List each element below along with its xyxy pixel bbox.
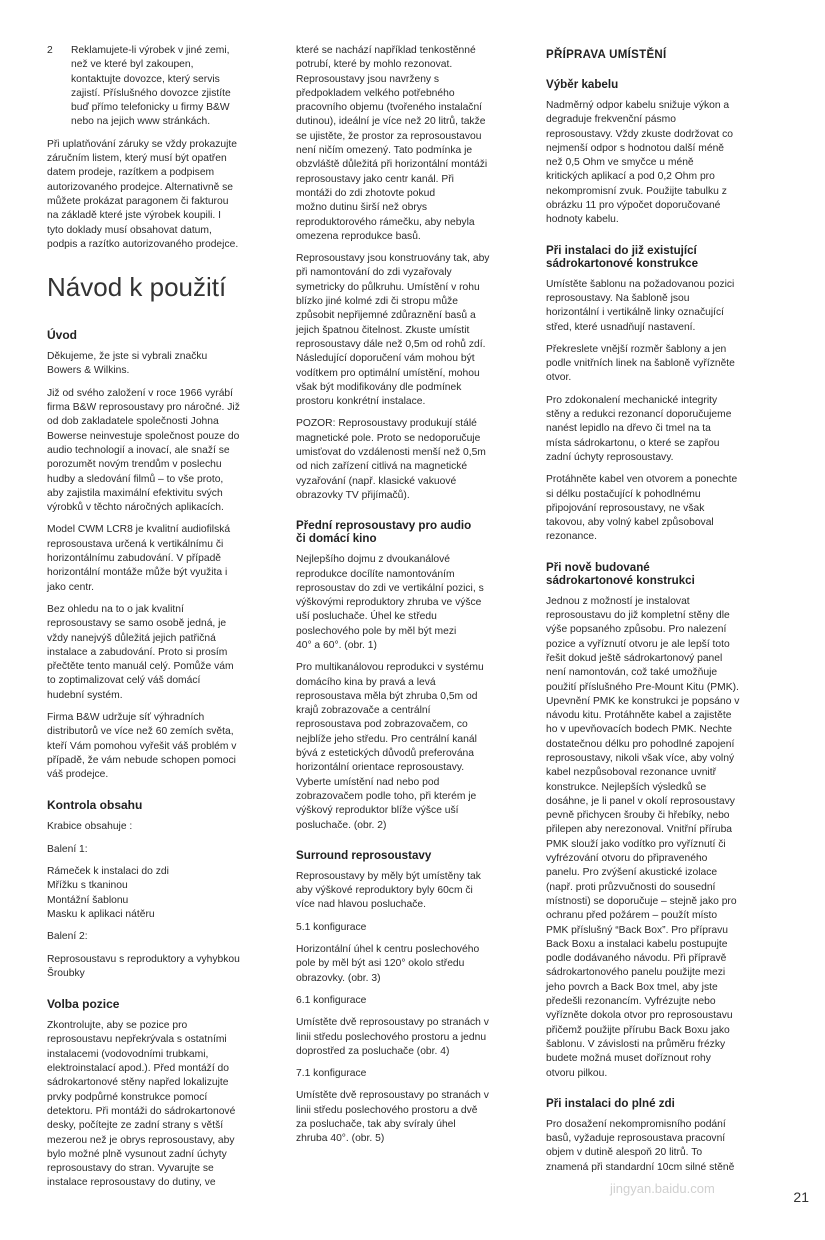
paragraph: Krabice obsahuje : — [47, 821, 133, 833]
section-heading-vyber: Výběr kabelu — [546, 78, 619, 91]
watermark: jingyan.baidu.com — [610, 1181, 715, 1196]
paragraph: 7.1 konfigurace — [296, 1068, 367, 1080]
paragraph: Zkontrolujte, aby se pozice pro reprosoustavu nepřekrývala s ostatními instalacemi (vodovodními trubkami, elektroinstalací apod.). Před montáží do sádrokartonové stěny napřed lokalizujte prvky podpůrné konstrukce pomocí detektoru. Při montáži do sádrokartonové desky, počítejte ze zadní strany s větší mezerou než je obrys reprosoustavy, aby bylo možné plně vysunout zadní úchyty reprosoustavy do stran. Vyvarujte se instalace reprosoustavy do dutiny, ve — [47, 1020, 236, 1189]
paragraph: POZOR: Reprosoustavy produkují stálé magnetické pole. Proto se nedoporučuje umisťovat do vzdálenosti menší než 0,5m od nich zařízení citlivá na magnetické vyzařování (např. klasické vakuové obrazovky TV přijímačů). — [296, 418, 486, 501]
paragraph: Jednou z možností je instalovat reprosoustavu do již kompletní stěny dle výše popsaného způsobu. Pro nalezení pozice a vyříznutí otvoru je ale lepší toto řešit dokud ještě sádrokartonový panel není namontován, což také umožňuje použití příslušného Pre-Mount Kitu (PMK). Upevnění PMK ke konstrukci je popsáno v návodu kitu. Protáhněte kabel a zajistěte ho v upevňovacích bodech PMK. Nechte dostatečnou délku pro pohodlné zapojení reprosoustavy, nikoli však více, aby volný kabel nezpůsoboval rezonance uvnitř konstrukce. Nejlepších výsledků se dosáhne, je li panel v okolí reprosoustavy pevně přichycen šrouby či hřebíky, nebo přilepen aby nerezonoval. Vnitřní příruba PMK slouží jako vodítko pro vyříznutí či vyfrézování otvoru do připraveného panelu. Pro zvýšení akustické izolace (např. proti průzvučnosti do sousední místnosti) se doporučuje – stejně jako pro ochranu před požárem – použít místo PMK příslušný “Back Box”. Pro přípravu Back Boxu a instalaci kabelu postupujte podle dodávaného návodu. Při přípravě sádrokartonového panelu použijte mezi jeho povrch a Back Box tmel, aby jste předešli rezonancím. Vyfrézujte nebo vyřízněte dokola otvor pro reprosoustavu přičemž použijte přírubu Back Boxu jako šablonu. V závislosti na průměru frézky budete možná muset doříznout rohy otvoru pilkou. — [546, 595, 740, 1079]
section-heading-priprava: PŘÍPRAVA UMÍSTĚNÍ — [546, 49, 667, 61]
paragraph: Pro multikanálovou reprodukci v systému domácího kina by pravá a levá reprosoustava měla být zhruba 0,5m od krajů zobrazovače a centrální reprosoustava pod zobrazovačem, co nejblíže jeho středu. Pro centrální kanál bývá z estetických důvodů preferována horizontální orientace reprosoustavy. Vyberte umístění nad nebo pod zobrazovačem podle toho, při kterém je výškový reproduktor blíže výšce uší posluchače. (obr. 2) — [296, 662, 484, 831]
list-item-text: Reklamujete-li výrobek v jiné zemi, než ve které byl zakoupen, kontaktujte dovozce, který servis zajistí. Příslušného dovozce zjistíte buď přímo telefonicky u firmy B&W nebo na jejich www stránkách. — [71, 45, 231, 128]
column-middle — [296, 44, 530, 1155]
page-title: Návod k použití — [47, 272, 227, 303]
paragraph: Reprosoustavy jsou konstruovány tak, aby při namontování do zdi vyzařovaly symetricky do půlkruhu. Umístění v rohu blízko jiné kolmé zdi či stropu může způsobit nepřijemné zdůraznění basů a jejich špatnou čitelnost. Zkuste umístit reprosoustavy dále než 0,5m od rohů zdí. Následující doporučení vám mohou být vodítkem pro optimální umístění, mohou však být modifikovány dle podmínek prostoru konkrétní instalace. — [296, 253, 490, 408]
paragraph: Reprosoustavu s reproduktory a vyhybkou Šroubky — [47, 953, 240, 979]
paragraph: Rámeček k instalaci do zdi Mřížku s tkaninou Montážní šablonu Masku k aplikaci nátěru — [47, 866, 169, 920]
column-right — [546, 44, 776, 1183]
paragraph: Již od svého založení v roce 1966 vyrábí firma B&W reprosoustavy pro náročné. Již od dob zakladatele společnosti Johna Bowerse neinvestuje společnost pouze do audio technologií a inovací, ale snaží se porozumět novým trendům v poslechu hudby a sledování filmů – to vše proto, aby zajistila maximální efektivitu svých výrobků v těchto náročných aplikacích. — [47, 387, 240, 514]
paragraph: 5.1 konfigurace — [296, 921, 367, 933]
section-heading-nove: Při nově budované sádrokartonové konstrukci — [546, 560, 695, 587]
paragraph: Balení 2: — [47, 931, 88, 943]
paragraph: Nejlepšího dojmu z dvoukanálové reprodukce docílíte namontováním reprosoustav do zdi ve vertikální pozici, s výškovými reproduktory zhruba ve výšce uší posluchače. Úhel ke středu poslechového pole by měl být mezi 40° a 60°. (obr. 1) — [296, 554, 484, 651]
section-heading-volba: Volba pozice — [47, 997, 120, 1012]
paragraph: Umístěte dvě reprosoustavy po stranách v linii středu poslechového prostoru a dvě za posluchače, tak aby svíraly úhel zhruba 40°. (obr. 5) — [296, 1090, 489, 1145]
paragraph: Firma B&W udržuje síť výhradních distributorů ve více než 60 zemích světa, kteří Vám pomohou vyřešit váš problém v případě, že vám nebude schopen pomoci váš prodejce. — [47, 711, 237, 781]
paragraph: Překreslete vnější rozměr šablony a jen podle vnitřních linek na šabloně vyřízněte otvor. — [546, 343, 735, 384]
section-heading-kontrola: Kontrola obsahu — [47, 798, 143, 813]
paragraph: Umístěte šablonu na požadovanou pozici reprosoustavy. Na šabloně jsou horizontální i vertikálně linky označující střed, které usnadňují nastavení. — [546, 278, 735, 333]
paragraph: Balení 1: — [47, 843, 88, 855]
section-heading-plne: Při instalaci do plné zdi — [546, 1096, 675, 1110]
paragraph: Model CWM LCR8 je kvalitní audiofilská reprosoustava určená k vertikálnímu či horizontálnímu zabudování. V případě horizontální montáže může být využita i jako centr. — [47, 524, 231, 593]
section-heading-surround: Surround reprosoustavy — [296, 848, 432, 862]
paragraph: Umístěte dvě reprosoustavy po stranách v linii středu poslechového prostoru a jednu doprostřed za posluchače (obr. 4) — [296, 1017, 489, 1057]
section-heading-predni: Přední reprosoustavy pro audio či domácí kino — [296, 519, 472, 546]
paragraph: Bez ohledu na to o jak kvalitní reprosoustavy se samo osobě jedná, je vždy nanejvýš důležitá jejich patřičná instalace a zabudování. Proto si prosím přečtěte tento manuál celý. Pomůže vám to zoptimalizovat celý váš domácí hudební systém. — [47, 603, 234, 701]
paragraph: Nadměrný odpor kabelu snižuje výkon a degraduje frekvenční pásmo reprosoustavy. Vždy zkuste dodržovat co nejmenší odpor s hodnotou další méně než 0,5 Ohm ve smyčce u méně kritických aplikací a pod 0,2 Ohm pro nekompromisní zvuk. Použijte tabulku z obrázku 11 pro výpočet doporučované hodnoty kabelu. — [546, 100, 733, 226]
section-heading-uvod: Úvod — [47, 328, 77, 343]
paragraph: Protáhněte kabel ven otvorem a ponechte si délku postačující k pohodlnému připojování reprosoustavy, ne však takovou, aby volný kabel způsoboval rezonance. — [546, 474, 738, 543]
paragraph: Pro zdokonalení mechanické integrity stěny a redukci rezonancí doporučujeme nanést lepidlo na dřevo či tmel na ta místa sádrokartonu, o které se zapřou zadní úchyty reprosoustavy. — [546, 394, 732, 463]
paragraph: Děkujeme, že jste si vybrali značku Bowers & Wilkins. — [47, 351, 208, 377]
paragraph: Reprosoustavy by měly být umístěny tak aby výškové reproduktory byly 60cm či více nad hlavou posluchače. — [296, 870, 481, 911]
list-item — [47, 44, 280, 130]
page-number: 21 — [793, 1189, 809, 1205]
column-left — [47, 44, 280, 1199]
paragraph: Pro dosažení nekompromisního podání basů, vyžaduje reprosoustava pracovní objem v dutině alespoň 20 litrů. To znamená při standardní 10cm silné stěně — [546, 1118, 735, 1173]
paragraph: které se nachází například tenkostěnné potrubí, které by mohlo rezonovat. Reprosoustavy jsou navrženy s předpokladem velkého potřebného pracovního objemu (tvořeného instalační dutinou), ideální je více než 20 litrů, takže se ujistěte, že prostor za reprosoustavou není ničím omezený. Tato podmínka je obzvláště důležitá při horizontální montáži reprosoustavy jako centr kanál. Při montáži do zdi zhotovte pokud možno dutinu širší než obrys reproduktorového rámečku, aby nebyla omezena reprodukce basů. — [296, 45, 488, 242]
paragraph: Horizontální úhel k centru poslechového pole by měl být asi 120° okolo středu obrazovky. (obr. 3) — [296, 944, 480, 984]
section-heading-existujici: Při instalaci do již existující sádrokartonové konstrukce — [546, 243, 699, 270]
list-item-number: 2 — [47, 45, 53, 56]
paragraph: 6.1 konfigurace — [296, 994, 367, 1006]
paragraph: Při uplatňování záruky se vždy prokazujte záručním listem, který musí být opatřen datem prodeje, razítkem a podpisem autorizovaného prodejce. Alternativně se můžete prokázat paragonem či fakturou na základě které jste výrobek koupili. I tyto doklady musí obsahovat datum, podpis a razítko autorizovaného prodejce. — [47, 138, 239, 250]
